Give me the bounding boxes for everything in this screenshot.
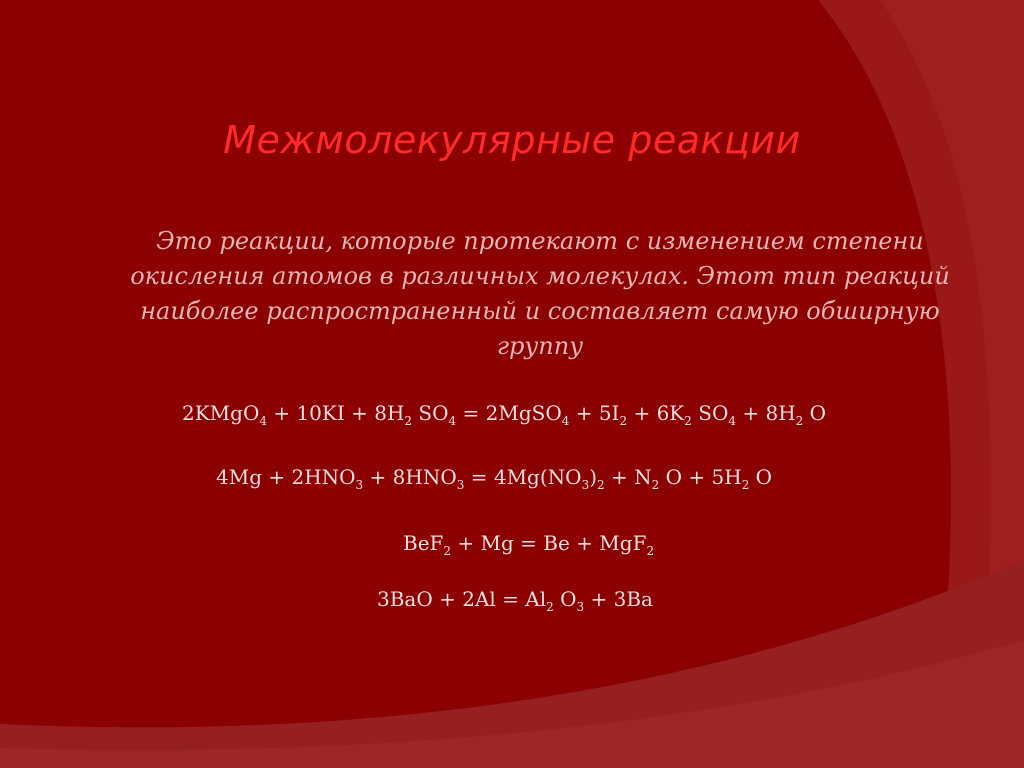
- reaction-formula-2: $4Mg + 2HNO_3 + 8HNO_3 = 4Mg(NO_3)_2 + N_2$ $O + 5H_2$ O: [216, 465, 773, 492]
- slide-description: Это реакции, которые протекают с изменением степени окисления атомов в различных молекулах. Этот тип реакций наиболее распространенный и составляет самую обширную группу: [130, 227, 950, 360]
- subscript: 4: [448, 414, 457, 428]
- subscript: 2: [404, 414, 413, 428]
- subscript: 4: [561, 414, 570, 428]
- subscript: 4: [259, 414, 267, 428]
- subscript: 2: [795, 414, 804, 428]
- subscript: 3: [581, 478, 590, 492]
- subscript: 2: [443, 544, 452, 558]
- subscript: 2: [597, 478, 605, 492]
- subscript: 2: [741, 478, 750, 492]
- reaction-formula-3: BeF$_2$ + Mg = Be + MgF$_2$: [403, 531, 655, 558]
- subscript: 3: [456, 478, 465, 492]
- subscript: 3: [355, 478, 364, 492]
- subscript: 2: [651, 478, 660, 492]
- subscript: 3: [576, 600, 585, 614]
- subscript: 2: [619, 414, 628, 428]
- reaction-formula-1: 2KMgO$_4$ + $10KI + 8H_2$ $SO_4$ = 2MgSO$_4$ + $5I_2 + 6K_2$ $SO_4 + 8H_2$ O: [182, 401, 827, 428]
- subscript: 2: [646, 544, 655, 558]
- subscript: 4: [728, 414, 736, 428]
- reaction-formula-4: $3BaO + 2Al = Al_2$ $O_3 + 3Ba$: [377, 587, 653, 614]
- slide-title: Межмолекулярные реакции: [223, 118, 801, 162]
- subscript: 2: [546, 600, 554, 614]
- subscript: 2: [684, 414, 692, 428]
